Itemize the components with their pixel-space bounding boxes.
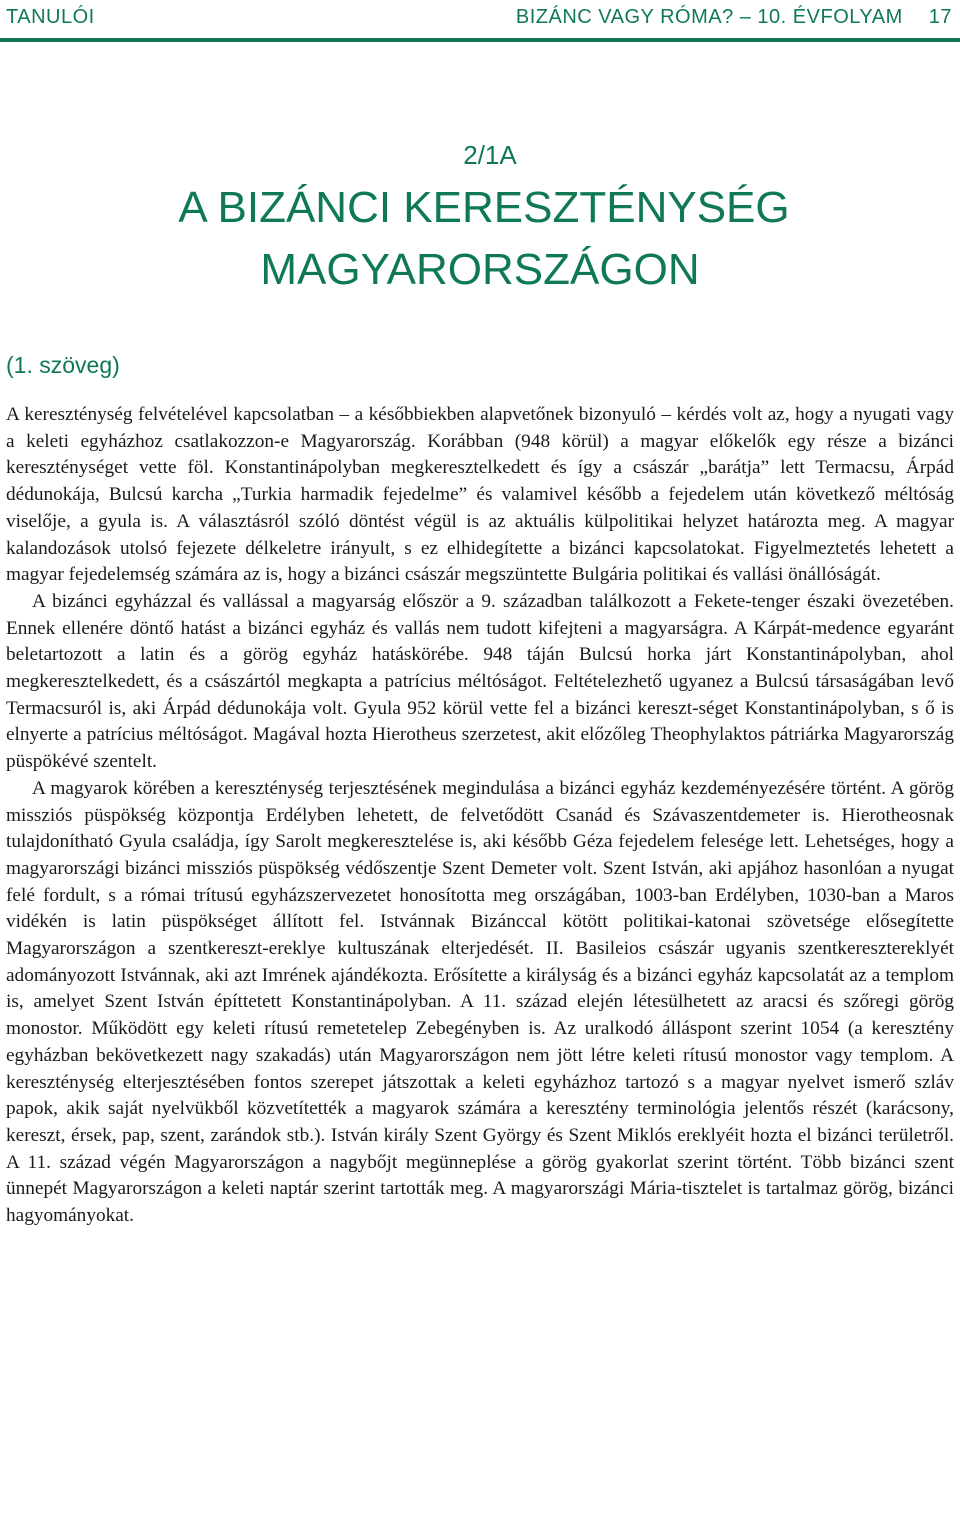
header-rule bbox=[0, 38, 960, 42]
header-title: BIZÁNC VAGY RÓMA? – 10. ÉVFOLYAM bbox=[515, 6, 903, 28]
page-title-line-1: A BIZÁNCI KERESZTÉNYSÉG bbox=[178, 183, 790, 232]
body-text bbox=[6, 402, 954, 1230]
title-block bbox=[0, 140, 960, 301]
page-number: 17 bbox=[928, 6, 952, 28]
paragraph-1: A kereszténység felvételével kapcsolatban – a későbbiekben alapvetőnek bizonyuló – kérdés volt az, hogy a nyugati vagy a keleti egyházhoz csatlakozzon-e Magyarország. Korábban (948 körül) a magyar előkelők egy része a bizánci kereszténységet vette föl. Konstantinápolyban megkeresztelkedett és így a császár „barátja” lett Termacsu, Árpád dédunokája, Bulcsú karcha „Turkia harmadik fejedelme” és valamivel később a fejedelem után következő méltóság viselője, a gyula is. A választásról szóló döntést végül is az aktuális külpolitikai helyzet határozta meg. A magyar kalandozások utolsó fejezete délkeletre irányult, s ez elhidegítette a bizánci kapcsolatokat. Figyelmeztetés lehetett a magyar fejedelemség számára az is, hogy a bizánci császár megszüntette Bulgária politikai és vallási önállóságát. bbox=[6, 404, 954, 586]
page-title-line-2: MAGYARORSZÁGON bbox=[260, 245, 700, 294]
lesson-code: 2/1A bbox=[463, 140, 517, 170]
paragraph-3: A magyarok körében a kereszténység terjesztésének megindulása a bizánci egyház kezdeményezésére történt. A görög missziós püspökség központja Erdélyben lehetett, de felvetődött Csanád és Szávaszentdemeter is. Hierotheosnak tulajdonítható Gyula családja, így Sarolt megkeresztelése is, aki később Géza fejedelem felesége lett. Lehetséges, hogy a magyarországi bizánci missziós püspökség védőszentje Szent Demeter volt. Szent István, aki apjához hasonlóan a nyugat felé fordult, s a római trítusú egyházszervezetet honosította meg országában, 1003-ban Erdélyben, 1030-ban a Maros vidékén is latin püspökséget állított fel. Istvánnak Bizánccal kötött politikai-katonai szövetsége elősegítette Magyarországon a szentkereszt-ereklye kultuszának elterjedését. II. Basileios császár ugyanis szentkeresztereklyét adományozott Istvánnak, aki azt Imrének ajándékozta. Erősítette a királyság és a bizánci egyház kapcsolatát az a templom is, amelyet Szent István építtetett Konstantinápolyban. A 11. század elején létesülhetett az aracsi és szőregi görög monostor. Működött egy keleti rítusú remetetelep Zebegényben is. Az uralkodó álláspont szerint 1054 (a keresztény egyházban bekövetkezett nagy szakadás) után Magyarországon nem jött létre keleti rítusú monostor vagy templom. A kereszténység elterjesztésében fontos szerepet játszottak a keleti egyházhoz tartozó s a magyar nyelvet ismerő szláv papok, akik saját nyelvükből közvetítették a magyarok számára a keresztény terminológia jelentős részét (karácsony, kereszt, érsek, pap, szent, zarándok stb.). István király Szent György és Szent Miklós ereklyéit hozta el bizánci területről. A 11. század végén Magyarországon a nagybőjt megünneplése a görög gyakorlat szerint történt. Több bizánci szent ünnepét Magyarországon a keleti naptár szerint tartották meg. A magyarországi Mária-tisztelet is tartalmaz görög, bizánci hagyományokat. bbox=[6, 777, 954, 1227]
page-header bbox=[0, 0, 960, 40]
header-section-label: TANULÓI bbox=[6, 6, 95, 28]
header-running-title bbox=[516, 6, 952, 29]
text-subtitle: (1. szöveg) bbox=[6, 352, 120, 378]
paragraph-2: A bizánci egyházzal és vallással a magyarság először a 9. században találkozott a Fekete-tenger északi övezetében. Ennek ellenére döntő hatást a bizánci egyház és vallás nem tudott kifejteni a magyarságra. A Kárpát-medence egyaránt beletartozott a latin és a görög egyház hatáskörébe. 948 táján Bulcsú horka járt Konstantinápolyban, ahol megkeresztelkedett, és a császártól megkapta a patrícius méltóságot. Feltételezhető ugyanez a Bulcsú társaságában levő Termacsuról is, aki Árpád dédunokája volt. Gyula 952 körül vette fel a bizánci kereszt-séget Konstantinápolyban, s ő is elnyerte a patrícius méltóságot. Magával hozta Hierotheus szerzetest, akit előzőleg Theophylaktos pátriárka Magyarország püspökévé szentelt. bbox=[6, 590, 954, 773]
